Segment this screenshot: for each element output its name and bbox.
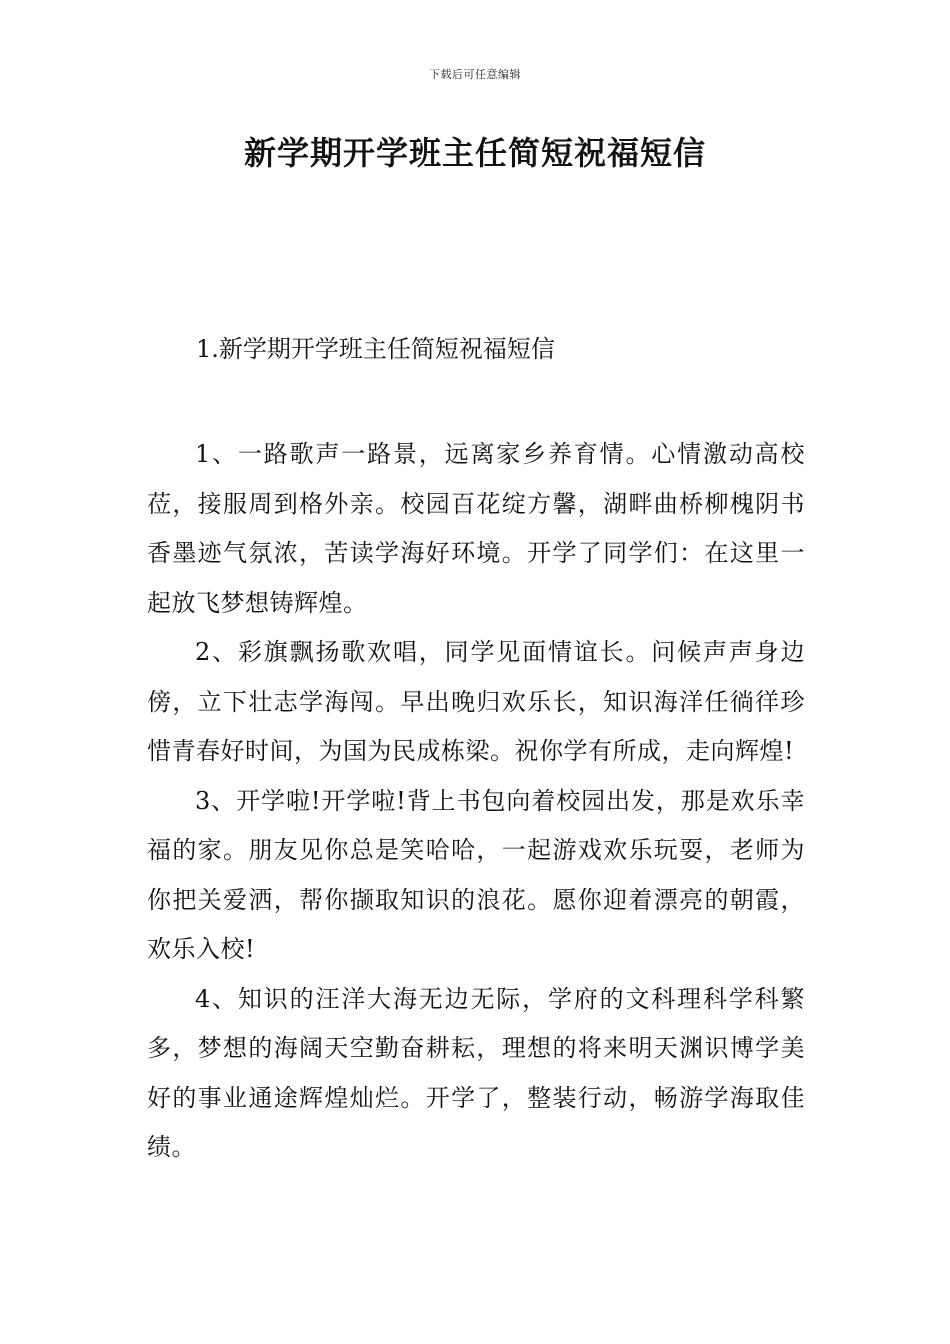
paragraph-3: 3、开学啦!开学啦!背上书包向着校园出发，那是欢乐幸福的家。朋友见你总是笑哈哈，一起游戏欢乐玩耍，老师为你把关爱洒，帮你撷取知识的浪花。愿你迎着漂亮的朝霞，欢乐入校! — [147, 786, 805, 963]
header-note: 下载后可任意编辑 — [429, 68, 521, 81]
section-heading: 1.新学期开学班主任简短祝福短信 — [196, 335, 555, 363]
paragraph-1: 1、一路歌声一路景，远离家乡养育情。心情激动高校莅，接服周到格外亲。校园百花绽方馨，湖畔曲桥柳槐阴书香墨迹气氛浓，苦读学海好环境。开学了同学们：在这里一起放飞梦想铸辉煌。 — [147, 440, 805, 617]
paragraph-4: 4、知识的汪洋大海无边无际，学府的文科理科学科繁多，梦想的海阔天空勤奋耕耘，理想的将来明天渊识博学美好的事业通途辉煌灿烂。开学了，整装行动，畅游学海取佳绩。 — [147, 984, 805, 1161]
body-text — [147, 430, 805, 1173]
document-title: 新学期开学班主任简短祝福短信 — [243, 134, 706, 172]
paragraph-2: 2、彩旗飘扬歌欢唱，同学见面情谊长。问候声声身边傍，立下壮志学海闯。早出晚归欢乐长，知识海洋任徜徉珍惜青春好时间，为国为民成栋梁。祝你学有所成，走向辉煌! — [147, 638, 805, 765]
